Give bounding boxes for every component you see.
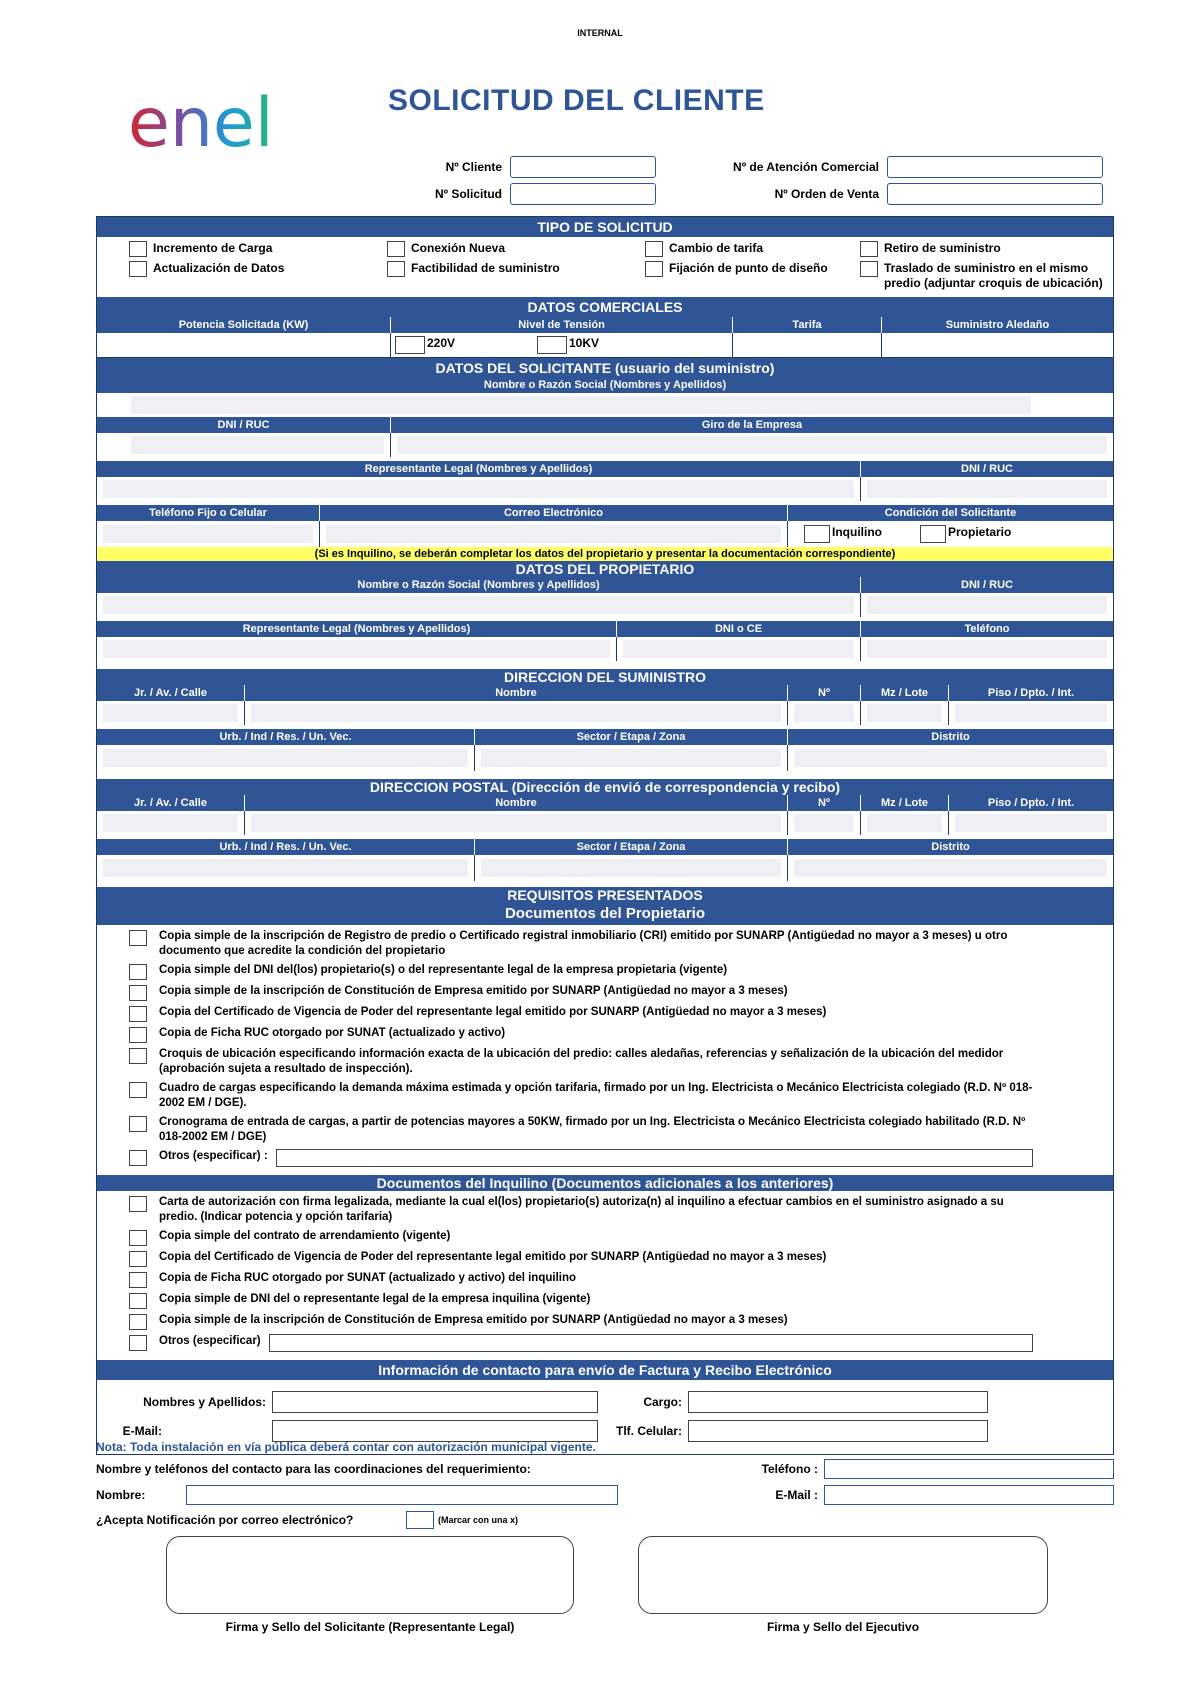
req-inq-1[interactable]: Carta de autorización con firma legalizada, mediante la cual el(los) propietario(s) autoriza(n) al inquilino a efectuar cambios en el suministro asignado a su predio. (Indicar potencia y opción tarifaria) xyxy=(129,1195,1033,1225)
opt-inquilino[interactable]: Inquilino xyxy=(804,525,920,543)
potencia-input[interactable] xyxy=(97,333,391,357)
logo-text: enel xyxy=(128,88,274,163)
post-piso-input[interactable] xyxy=(949,811,1113,835)
coordinacion-row: Nombre y teléfonos del contacto para las coordinaciones del requerimiento: Teléfono : xyxy=(96,1459,1114,1479)
opt-incremento-carga[interactable]: Incremento de Carga xyxy=(129,241,387,257)
representante-input[interactable] xyxy=(97,477,861,501)
contacto-factura-title: Información de contacto para envío de Factura y Recibo Electrónico xyxy=(97,1360,1113,1380)
telefono-input[interactable] xyxy=(97,521,320,547)
coord-nombre-input[interactable] xyxy=(186,1485,618,1505)
req-prop-3[interactable]: Copia simple de la inscripción de Constitución de Empresa emitido por SUNARP (Antigüedad no mayor a 3 meses) xyxy=(129,984,1033,1001)
opt-fijacion-punto[interactable]: Fijación de punto de diseño xyxy=(645,261,860,291)
page-title: SOLICITUD DEL CLIENTE xyxy=(388,84,765,117)
checkbox[interactable] xyxy=(129,1251,147,1267)
checkbox[interactable] xyxy=(387,241,405,257)
propietario-telefono-input[interactable] xyxy=(861,637,1113,661)
opt-traslado[interactable]: Traslado de suministro en el mismo predio (adjuntar croquis de ubicación) xyxy=(860,261,1105,291)
opt-actualizacion-datos[interactable]: Actualización de Datos xyxy=(129,261,387,291)
atencion-field: Nº de Atención Comercial xyxy=(690,155,1103,179)
propietario-dni-ce-input[interactable] xyxy=(617,637,861,661)
firma-ejecutivo-label: Firma y Sello del Ejecutivo xyxy=(766,1620,920,1634)
checkbox[interactable] xyxy=(129,1196,147,1212)
post-calle-input[interactable] xyxy=(97,811,245,835)
opt-retiro-suministro[interactable]: Retiro de suministro xyxy=(860,241,1105,257)
docs-inquilino-title: Documentos del Inquilino (Documentos adicionales a los anteriores) xyxy=(97,1175,1113,1191)
checkbox[interactable] xyxy=(129,1027,147,1043)
checkbox[interactable] xyxy=(129,1006,147,1022)
atencion-input[interactable] xyxy=(887,156,1103,178)
otros-inquilino-input[interactable] xyxy=(269,1334,1033,1352)
req-prop-8[interactable]: Cronograma de entrada de cargas, a partir de potencias mayores a 50KW, firmado por un Ing. Electricista o Mecánico Electricista colegiado habilitado (R.D. Nº 018-2002 EM / DGE) xyxy=(129,1115,1033,1145)
req-prop-5[interactable]: Copia de Ficha RUC otorgado por SUNAT (actualizado y activo) xyxy=(129,1026,1033,1043)
req-inq-4[interactable]: Copia de Ficha RUC otorgado por SUNAT (actualizado y activo) del inquilino xyxy=(129,1271,1033,1288)
checkbox[interactable] xyxy=(129,1335,147,1351)
datos-comerciales-row xyxy=(97,333,1113,357)
checkbox[interactable] xyxy=(645,261,663,277)
sum-numero-input[interactable] xyxy=(788,701,861,725)
sum-mz-input[interactable] xyxy=(861,701,949,725)
post-mz-input[interactable] xyxy=(861,811,949,835)
propietario-nombre-input[interactable] xyxy=(97,593,861,617)
checkbox[interactable] xyxy=(129,1230,147,1246)
post-distrito-input[interactable] xyxy=(788,855,1113,881)
checkbox[interactable] xyxy=(129,1048,147,1064)
checkbox[interactable] xyxy=(129,261,147,277)
tipo-solicitud-title: TIPO DE SOLICITUD xyxy=(97,217,1113,237)
sum-distrito-input[interactable] xyxy=(788,745,1113,771)
requisitos-title: REQUISITOS PRESENTADOS xyxy=(97,887,1113,903)
giro-empresa-input[interactable] xyxy=(391,433,1113,457)
sum-calle-input[interactable] xyxy=(97,701,245,725)
propietario-dni-input[interactable] xyxy=(861,593,1113,617)
factura-cargo-input[interactable] xyxy=(688,1391,988,1413)
checkbox[interactable] xyxy=(395,336,425,354)
req-inq-6[interactable]: Copia simple de la inscripción de Constitución de Empresa emitido por SUNARP (Antigüedad no mayor a 3 meses) xyxy=(129,1313,1033,1330)
checkbox[interactable] xyxy=(804,525,830,543)
solicitud-field: Nº Solicitud xyxy=(380,182,656,206)
orden-input[interactable] xyxy=(887,183,1103,205)
cliente-field: Nº Cliente xyxy=(380,155,656,179)
checkbox[interactable] xyxy=(129,964,147,980)
tarifa-input[interactable] xyxy=(733,333,882,357)
sum-piso-input[interactable] xyxy=(949,701,1113,725)
otros-propietario-input[interactable] xyxy=(276,1149,1033,1167)
factura-nombres-input[interactable] xyxy=(272,1391,598,1413)
opt-propietario[interactable]: Propietario xyxy=(920,525,1011,543)
condicion-options xyxy=(788,521,1113,547)
post-nombre-input[interactable] xyxy=(245,811,788,835)
req-prop-6[interactable]: Croquis de ubicación especificando información exacta de la ubicación del predio: calles aledañas, referencias y señalización de la ubicación del medidor (aprobación sujeta a resultado de inspección). xyxy=(129,1047,1033,1077)
checkbox[interactable] xyxy=(645,241,663,257)
sum-nombre-input[interactable] xyxy=(245,701,788,725)
checkbox[interactable] xyxy=(129,241,147,257)
form-frame: TIPO DE SOLICITUD Incremento de Carga Conexión Nueva Cambio de tarifa Retiro de suministro Actualización de Datos Factibilidad de suministro Fijación de punto de diseño Traslado de suministro en el mismo predio (adjuntar croquis de ubicación) DATOS COMERCIALES Potencia Solicitada (KW) Nivel de Tensión Tarifa Suministro Aledaño 220V 10KV DATOS DEL SOLICITANTE (usuario del suministro) Nombre o Razón Social (Nombres y Apellidos) DNI / RUC Giro de la Empresa Representante Legal (Nombres y Apellidos) DNI / RUC Teléfono Fijo o Celular Correo Electrónico Condición del Solicitante Inquilino Propietario (Si es Inquilino, se deberán completar los datos del propietario y presentar la documentación correspondiente) DATOS DEL PROPIETARIO Nombre o Razón Social (Nombres y Apellidos) DNI / RUC Representante Legal (Nombres y Apellidos) DNI o CE Teléfono DIRECCION DEL SUMINISTRO Jr. / Av. / Calle Nombre Nº Mz / Lote Piso / Dpto. / Int. Urb. / Ind / Res. / Un. Vec. Sector / Etapa / Zona Distrito DIRECCION POSTAL (Dirección de envió de correspondencia y recibo) Jr. / Av. / Calle Nombre Nº Mz / Lote Piso / Dpto. / Int. Urb. / Ind / Res. / Un. Vec. Sector / Etapa / Zona Distrito REQUISITOS PRESENTADOS Documentos del Propietario Copia simple de la inscripción de Registro de predio o Certificado registral inmobiliario (CRI) emitido por SUNARP (Antigüedad no mayor a 3 meses) u otro documento que acredite la condición del propietario Copia simple del DNI del(los) propietario(s) o del representante legal de la empresa propietaria (vigente) Copia simple de la inscripción de Constitución de Empresa emitido por SUNARP (Antigüedad no mayor a 3 meses) Copia del Certificado de Vigencia de Poder del representante legal emitido por SUNARP (Antigüedad no mayor a 3 meses) Copia de Ficha RUC otorgado por SUNAT (actualizado y activo) Croquis de ubicación especificando información exacta de la ubicación del predio: calles aledañas, referencias y señalización de la ubicación del medidor (aprobación sujeta a resultado de inspección). Cuadro de cargas especificando la demanda máxima estimada y opción tarifaria, firmado por un Ing. Electricista o Mecánico Electricista colegiado (R.D. Nº 018-2002 EM / DGE). Cronograma de entrada de cargas, a partir de potencias mayores a 50KW, firmado por un Ing. Electricista o Mecánico Electricista colegiado habilitado (R.D. Nº 018-2002 EM / DGE) Otros (especificar) : Documentos del Inquilino (Documentos adicionales a los anteriores) Carta de autorización con firma legalizada, mediante la cual el(los) propietario(s) autoriza(n) al inquilino a efectuar cambios en el suministro asignado a su predio. (Indicar potencia y opción tarifaria) Copia simple del contrato de arrendamiento (vigente) Copia del Certificado de Vigencia de Poder del representante legal emitido por SUNARP (Antigüedad no mayor a 3 meses) Copia de Ficha RUC otorgado por SUNAT (actualizado y activo) del inquilino Copia simple de DNI del o representante legal de la empresa inquilina (vigente) Copia simple de la inscripción de Constitución de Empresa emitido por SUNARP (Antigüedad no mayor a 3 meses) Otros (especificar) Información de contacto para envío de Factura y Recibo Electrónico Nombres y Apellidos: Cargo: E-Mail: Tlf. Celular: xyxy=(96,216,1114,1455)
acepta-checkbox[interactable] xyxy=(406,1511,434,1529)
sum-urb-input[interactable] xyxy=(97,745,475,771)
nota-via-publica: Nota: Toda instalación en vía pública deberá contar con autorización municipal vigente. xyxy=(96,1440,596,1454)
req-inq-otros[interactable]: Otros (especificar) xyxy=(129,1334,1033,1352)
classification-label: INTERNAL xyxy=(577,28,623,38)
acepta-row: ¿Acepta Notificación por correo electrónico? (Marcar con una x) xyxy=(96,1513,519,1527)
checkbox[interactable] xyxy=(129,1150,147,1166)
checkbox[interactable] xyxy=(129,1314,147,1330)
firma-solicitante-box[interactable] xyxy=(166,1536,574,1614)
opt-cambio-tarifa[interactable]: Cambio de tarifa xyxy=(645,241,860,257)
req-prop-7[interactable]: Cuadro de cargas especificando la demanda máxima estimada y opción tarifaria, firmado por un Ing. Electricista o Mecánico Electricista colegiado (R.D. Nº 018-2002 EM / DGE). xyxy=(129,1081,1033,1111)
tension-options xyxy=(391,333,733,357)
checkbox[interactable] xyxy=(860,261,878,277)
req-inq-2[interactable]: Copia simple del contrato de arrendamiento (vigente) xyxy=(129,1229,1033,1246)
checkbox[interactable] xyxy=(129,1293,147,1309)
checkbox[interactable] xyxy=(387,261,405,277)
firma-ejecutivo-box[interactable] xyxy=(638,1536,1048,1614)
solicitud-input[interactable] xyxy=(510,183,656,205)
enel-logo-icon xyxy=(128,88,328,163)
tipo-solicitud-options xyxy=(97,237,1113,297)
docs-propietario-list xyxy=(97,925,1113,1175)
req-inq-3[interactable]: Copia del Certificado de Vigencia de Poder del representante legal emitido por SUNARP (Antigüedad no mayor a 3 meses) xyxy=(129,1250,1033,1267)
propietario-representante-input[interactable] xyxy=(97,637,617,661)
post-urb-input[interactable] xyxy=(97,855,475,881)
solicitante-nombre-input[interactable] xyxy=(97,393,1113,417)
checkbox[interactable] xyxy=(129,1082,147,1098)
orden-field: Nº Orden de Venta xyxy=(690,182,1103,206)
solicitante-dni-input[interactable] xyxy=(97,433,391,457)
correo-input[interactable] xyxy=(320,521,788,547)
coord-telefono-input[interactable] xyxy=(824,1459,1114,1479)
coord-email-input[interactable] xyxy=(824,1485,1114,1505)
post-numero-input[interactable] xyxy=(788,811,861,835)
direccion-postal-title: DIRECCION POSTAL (Dirección de envió de correspondencia y recibo) xyxy=(97,779,1113,795)
datos-propietario-title: DATOS DEL PROPIETARIO xyxy=(97,561,1113,577)
inquilino-note: (Si es Inquilino, se deberán completar los datos del propietario y presentar la documentación correspondiente) xyxy=(97,547,1113,561)
checkbox[interactable] xyxy=(920,525,946,543)
docs-propietario-title: Documentos del Propietario xyxy=(97,903,1113,925)
opt-220v[interactable]: 220V xyxy=(395,336,537,354)
representante-dni-input[interactable] xyxy=(861,477,1113,501)
direccion-suministro-title: DIRECCION DEL SUMINISTRO xyxy=(97,669,1113,685)
opt-factibilidad[interactable]: Factibilidad de suministro xyxy=(387,261,645,291)
opt-conexion-nueva[interactable]: Conexión Nueva xyxy=(387,241,645,257)
factura-email-input[interactable] xyxy=(272,1420,598,1442)
checkbox[interactable] xyxy=(129,930,147,946)
firma-solicitante-label: Firma y Sello del Solicitante (Representante Legal) xyxy=(225,1620,515,1634)
contacto-factura-fields: Nombres y Apellidos: Cargo: E-Mail: Tlf. Celular: xyxy=(97,1380,1113,1454)
checkbox[interactable] xyxy=(860,241,878,257)
checkbox[interactable] xyxy=(129,1116,147,1132)
sum-sector-input[interactable] xyxy=(475,745,788,771)
datos-solicitante-title: DATOS DEL SOLICITANTE (usuario del suministro) xyxy=(97,357,1113,377)
docs-inquilino-list xyxy=(97,1191,1113,1360)
opt-10kv[interactable]: 10KV xyxy=(537,336,599,354)
checkbox[interactable] xyxy=(129,985,147,1001)
cliente-input[interactable] xyxy=(510,156,656,178)
checkbox[interactable] xyxy=(129,1272,147,1288)
req-prop-1[interactable]: Copia simple de la inscripción de Registro de predio o Certificado registral inmobiliario (CRI) emitido por SUNARP (Antigüedad no mayor a 3 meses) u otro documento que acredite la condición del propietario xyxy=(129,929,1033,959)
coordinacion-nombre-row: Nombre: E-Mail : xyxy=(96,1484,1114,1506)
req-prop-otros[interactable]: Otros (especificar) : xyxy=(129,1149,1033,1167)
checkbox[interactable] xyxy=(537,336,567,354)
suministro-aledano-input[interactable] xyxy=(882,333,1113,357)
req-prop-4[interactable]: Copia del Certificado de Vigencia de Poder del representante legal emitido por SUNARP (Antigüedad no mayor a 3 meses) xyxy=(129,1005,1033,1022)
factura-celular-input[interactable] xyxy=(688,1420,988,1442)
req-inq-5[interactable]: Copia simple de DNI del o representante legal de la empresa inquilina (vigente) xyxy=(129,1292,1033,1309)
req-prop-2[interactable]: Copia simple del DNI del(los) propietario(s) o del representante legal de la empresa propietaria (vigente) xyxy=(129,963,1033,980)
post-sector-input[interactable] xyxy=(475,855,788,881)
datos-comerciales-title: DATOS COMERCIALES xyxy=(97,297,1113,317)
